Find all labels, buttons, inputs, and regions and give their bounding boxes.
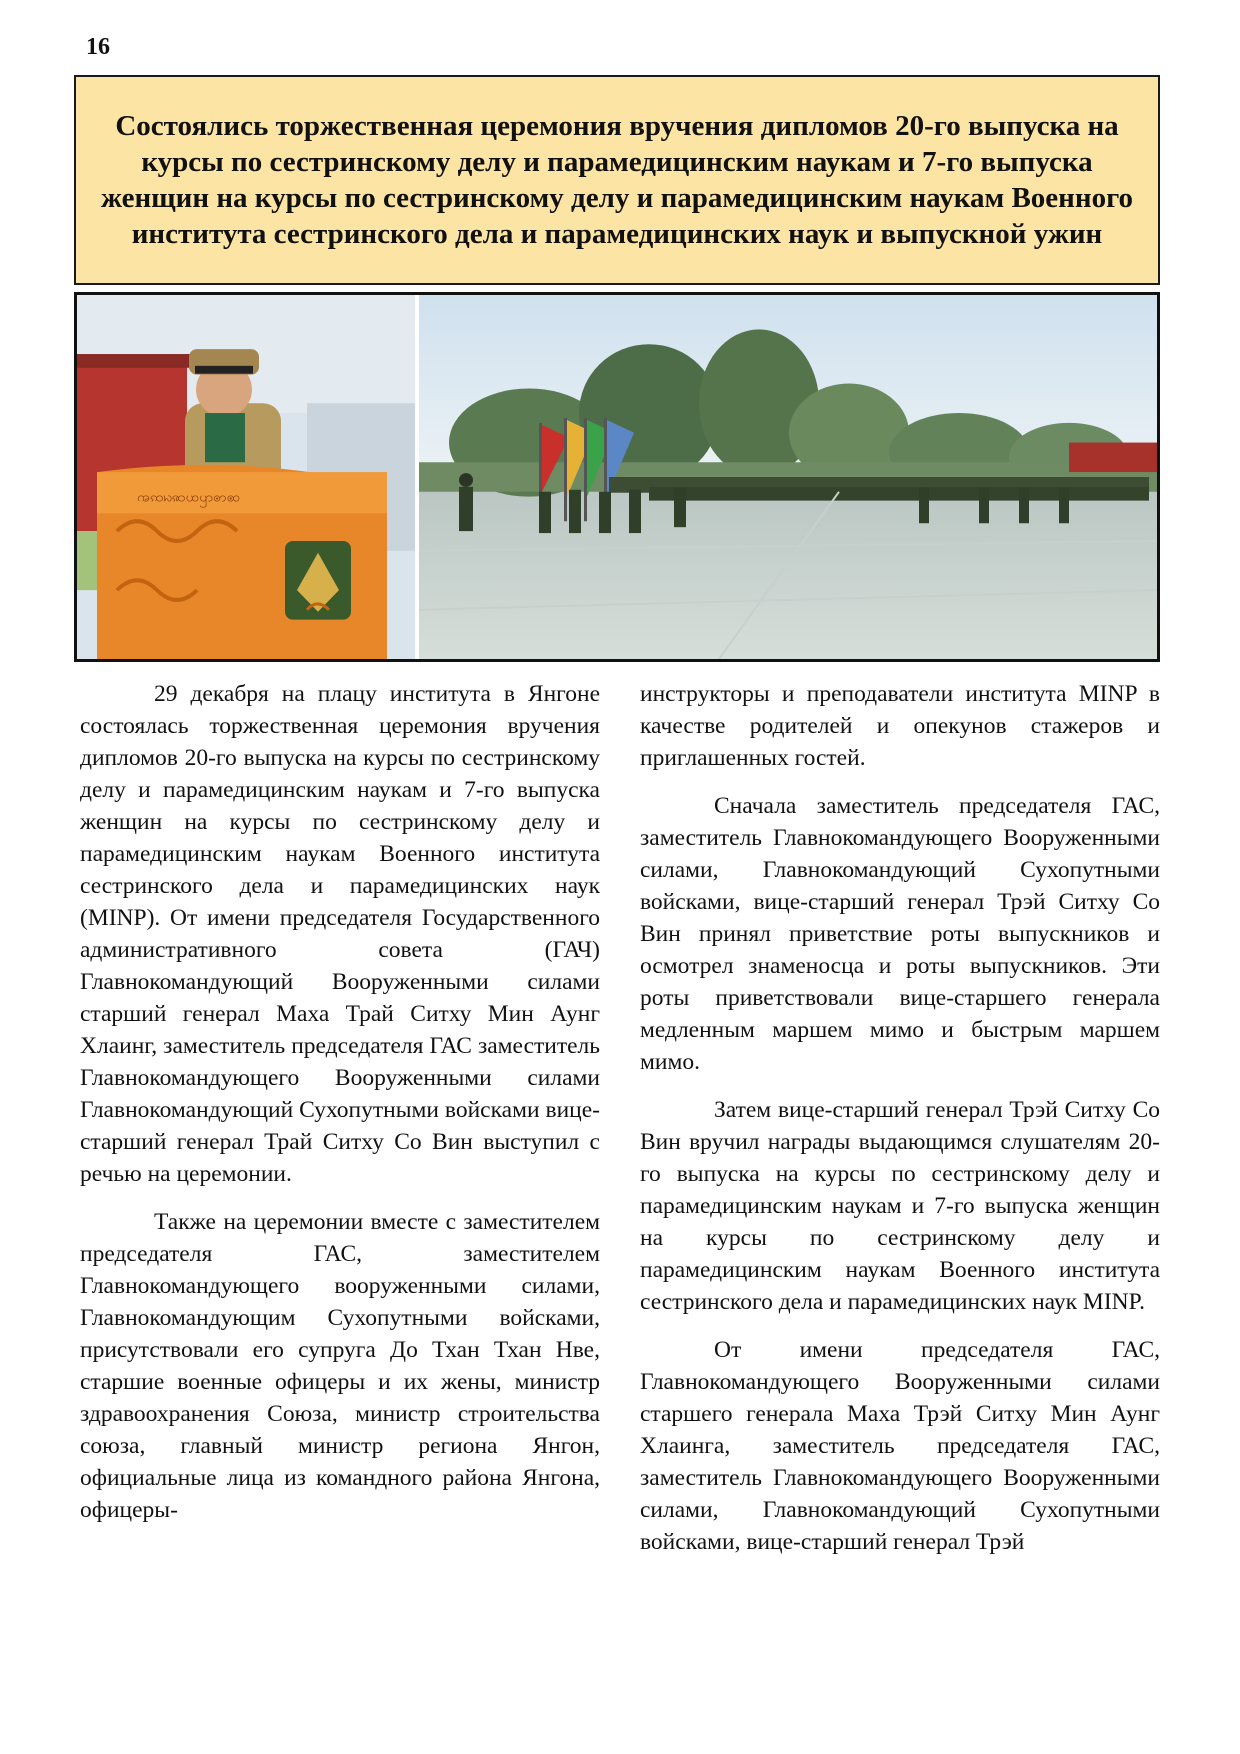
article-body bbox=[80, 678, 1160, 1698]
right-column bbox=[640, 678, 1160, 1574]
page-number: 16 bbox=[86, 34, 110, 60]
photo-speaker-at-podium bbox=[77, 295, 415, 659]
parade-photo-illustration bbox=[419, 295, 1157, 659]
paragraph: Также на церемонии вместе с заместителем председателя ГАС, заместителем Главнокомандующего вооруженными силами, Главнокомандующим Сухопутными войсками, присутствовали его супруга До Тхан Тхан Нве, старшие военные офицеры и их жены, министр здравоохранения Союза, министр строительства союза, главный министр региона Янгон, официальные лица из командного района Янгона, офицеры- bbox=[80, 1209, 600, 1523]
speaker-photo-illustration bbox=[77, 295, 415, 659]
paragraph: 29 декабря на плацу института в Янгоне состоялась торжественная церемония вручения дипломов 20-го выпуска на курсы по сестринскому делу и парамедицинским наукам и 7-го выпуска женщин на курсы по сестринскому делу и парамедицинским наукам Военного института сестринского дела и парамедицинских наук (MINP). От имени председателя Государственного административного совета (ГАЧ) Главнокомандующий Вооруженными силами старший генерал Маха Трай Ситху Мин Аунг Хлаинг, заместитель председателя ГАС заместитель Главнокомандующего Вооруженными силами Главнокомандующий Сухопутными войсками вице-старший генерал Трай Ситху Со Вин выступил с речью на церемонии. bbox=[80, 681, 600, 1187]
photo-frame bbox=[74, 292, 1160, 662]
paragraph: Сначала заместитель председателя ГАС, заместитель Главнокомандующего Вооруженными силами, Главнокомандующий Сухопутными войсками, вице-старший генерал Трэй Ситху Со Вин принял приветствие роты выпускников и осмотрел знаменосца и роты выпускников. Эти роты приветствовали вице-старшего генерала медленным маршем мимо и быстрым маршем мимо. bbox=[640, 793, 1160, 1075]
photo-parade-ground bbox=[419, 295, 1157, 659]
left-column bbox=[80, 678, 600, 1542]
article-title: Состоялись торжественная церемония вручения дипломов 20-го выпуска на курсы по сестринскому делу и парамедицинским наукам и 7-го выпуска женщин на курсы по сестринскому делу и парамедицинским наукам Военного института сестринского дела и парамедицинских наук и выпускной ужин bbox=[100, 110, 1134, 250]
article-title-box bbox=[74, 75, 1160, 285]
paragraph: От имени председателя ГАС, Главнокомандующего Вооруженными силами старшего генерала Маха Трэй Ситху Мин Аунг Хлаинга, заместитель председателя ГАС, заместитель Главнокомандующего Вооруженными силами, Главнокомандующий Сухопутными войсками, вице-старший генерал Трэй bbox=[640, 1337, 1160, 1555]
paragraph-continued: инструкторы и преподаватели института MINP в качестве родителей и опекунов стажеров и приглашенных гостей. bbox=[640, 681, 1160, 771]
paragraph: Затем вице-старший генерал Трэй Ситху Со Вин вручил награды выдающимся слушателям 20-го выпуска на курсы по сестринскому делу и парамедицинским наукам и 7-го выпуска женщин на курсы по сестринскому делу и парамедицинским наукам Военного института сестринского дела и парамедицинских наук MINP. bbox=[640, 1097, 1160, 1315]
svg-text:ꩠꩡꩢꩣꩤꩥꩦꩧ: ꩠꩡꩢꩣꩤꩥꩦꩧ bbox=[137, 489, 241, 506]
